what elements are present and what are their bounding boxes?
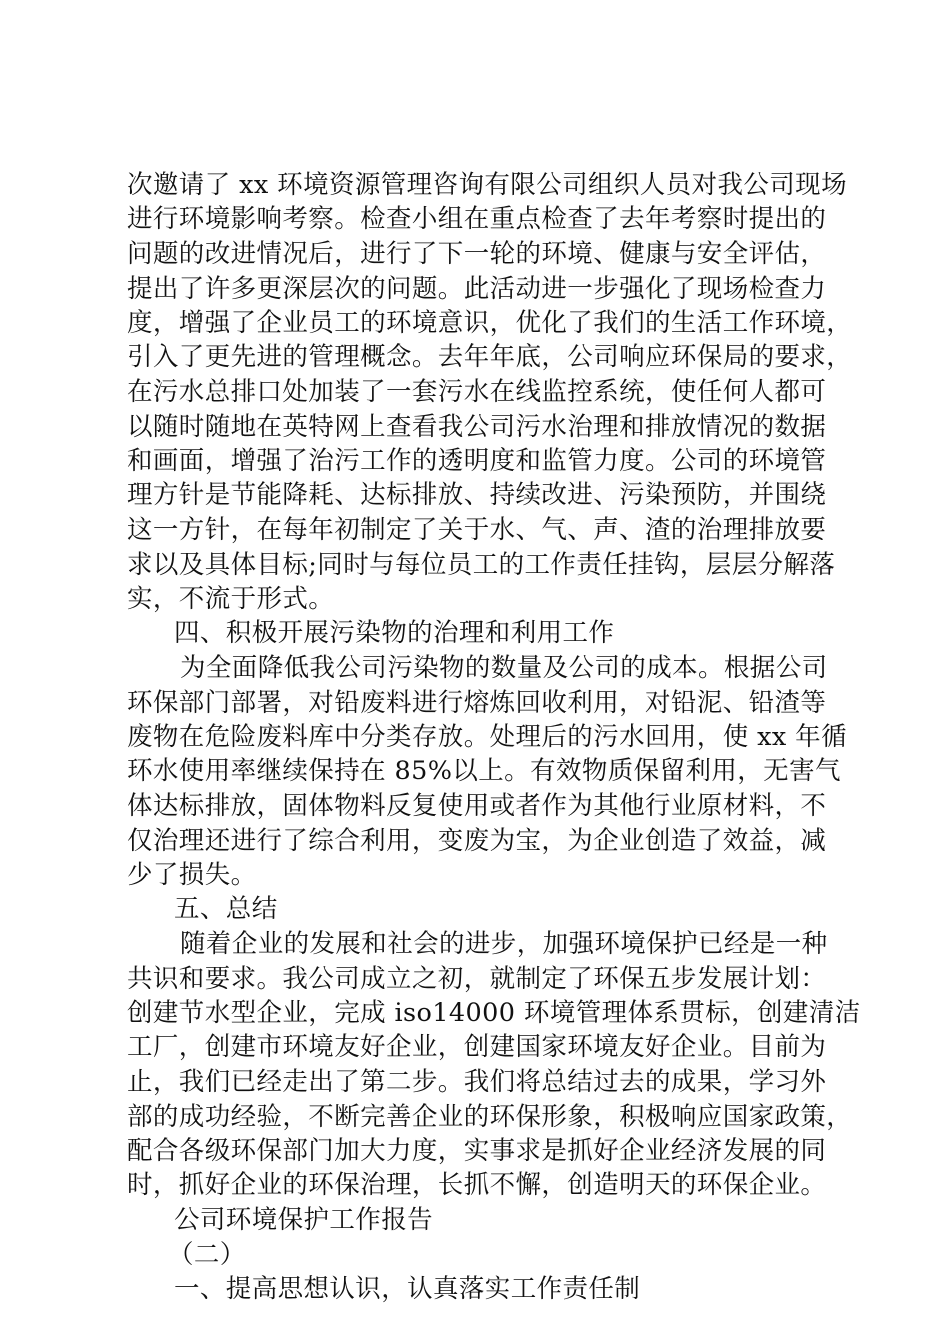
text-line: 在污水总排口处加装了一套污水在线监控系统，使任何人都可 [127,377,827,407]
text-line: 仅治理还进行了综合利用，变废为宝，为企业创造了效益，减 [127,826,827,856]
report-title: 公司环境保护工作报告 [174,1205,434,1235]
text-line: 实，不流于形式。 [127,584,335,614]
text-line: 度，增强了企业员工的环境意识，优化了我们的生活工作环境， [127,308,853,338]
text-line: 工厂，创建市环境友好企业，创建国家环境友好企业。目前为 [127,1032,827,1062]
text-line: 进行环境影响考察。检查小组在重点检查了去年考察时提出的 [127,204,827,234]
text-line: 环保部门部署，对铅废料进行熔炼回收利用，对铅泥、铅渣等 [127,688,827,718]
text-line: 引入了更先进的管理概念。去年年底，公司响应环保局的要求， [127,342,853,372]
text-line: 随着企业的发展和社会的进步，加强环境保护已经是一种 [180,929,828,959]
text-line: 配合各级环保部门加大力度，实事求是抓好企业经济发展的同 [127,1136,827,1166]
text-line: 创建节水型企业，完成 iso14000 环境管理体系贯标，创建清洁 [127,998,861,1028]
text-line: 理方针是节能降耗、达标排放、持续改进、污染预防，并围绕 [127,480,827,510]
section-heading: 一、提高思想认识，认真落实工作责任制 [174,1274,641,1304]
part-label: （二） [168,1240,246,1270]
text-line: 提出了许多更深层次的问题。此活动进一步强化了现场检查力 [127,274,827,304]
text-line: 部的成功经验，不断完善企业的环保形象，积极响应国家政策， [127,1102,853,1132]
text-line: 这一方针，在每年初制定了关于水、气、声、渣的治理排放要 [127,515,827,545]
text-line: 共识和要求。我公司成立之初，就制定了环保五步发展计划： [127,964,827,994]
text-line: 次邀请了 xx 环境资源管理咨询有限公司组织人员对我公司现场 [127,170,847,200]
text-line: 以随时随地在英特网上查看我公司污水治理和排放情况的数据 [127,412,827,442]
section-heading: 四、积极开展污染物的治理和利用工作 [174,618,615,648]
text-line: 体达标排放，固体物料反复使用或者作为其他行业原材料，不 [127,791,827,821]
text-line: 时，抓好企业的环保治理，长抓不懈，创造明天的环保企业。 [127,1170,827,1200]
text-line: 问题的改进情况后，进行了下一轮的环境、健康与安全评估， [127,239,827,269]
text-line: 环水使用率继续保持在 85%以上。有效物质保留利用，无害气 [127,756,841,786]
text-line: 止，我们已经走出了第二步。我们将总结过去的成果，学习外 [127,1067,827,1097]
text-line: 少了损失。 [127,860,257,890]
text-line: 和画面，增强了治污工作的透明度和监管力度。公司的环境管 [127,446,827,476]
text-line: 废物在危险废料库中分类存放。处理后的污水回用，使 xx 年循 [127,722,847,752]
text-line: 为全面降低我公司污染物的数量及公司的成本。根据公司 [180,653,828,683]
text-line: 求以及具体目标;同时与每位员工的工作责任挂钩，层层分解落 [127,550,836,580]
section-heading: 五、总结 [174,894,278,924]
